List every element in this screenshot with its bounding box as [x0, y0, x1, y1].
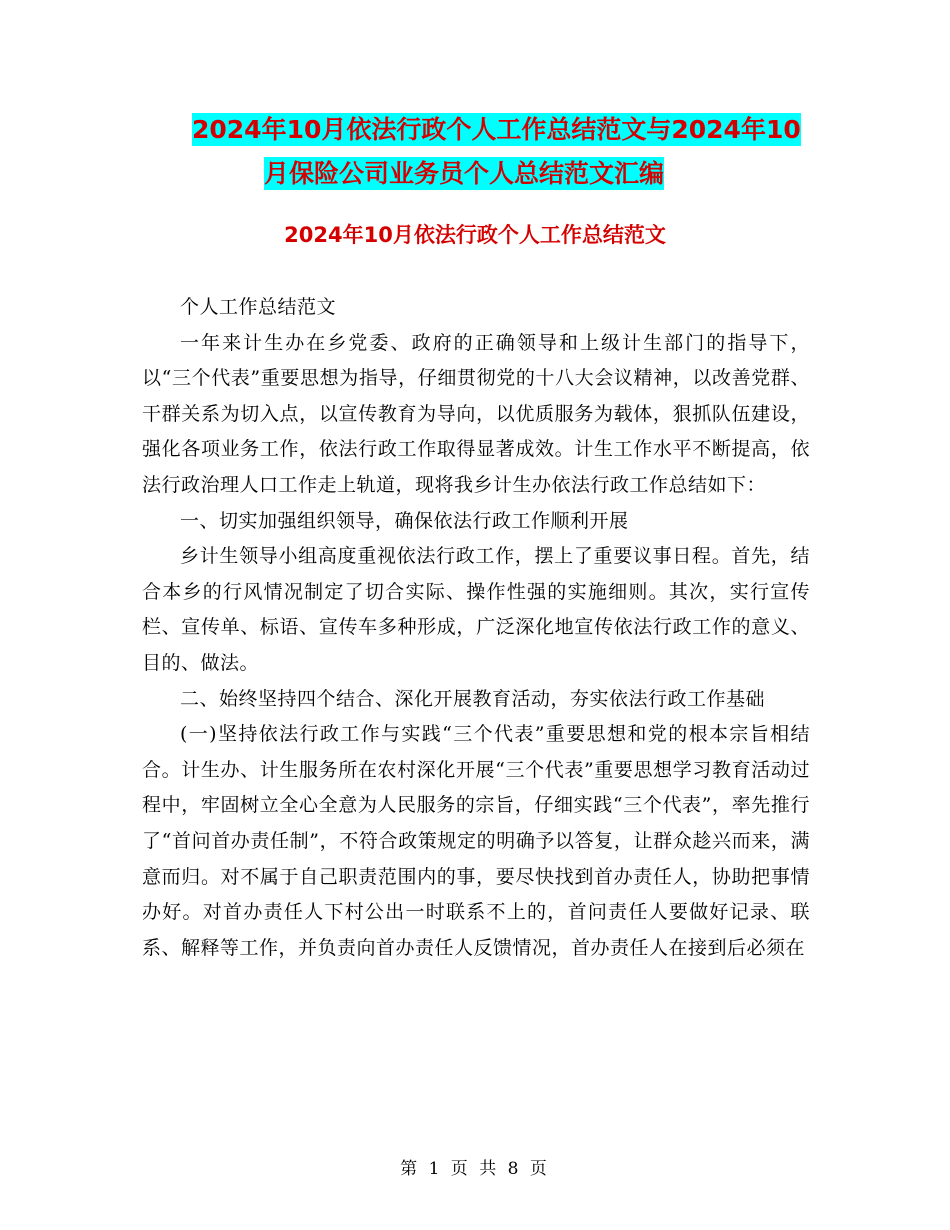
body-text	[142, 290, 810, 966]
paragraph: 一年来计生办在乡党委、政府的正确领导和上级计生部门的指导下，以“三个代表”重要思想为指导，仔细贯彻党的十八大会议精神，以改善党群、干群关系为切入点，以宣传教育为导向，以优质服务为载体，狠抓队伍建设，强化各项业务工作，依法行政工作取得显著成效。计生工作水平不断提高，依法行政治理人口工作走上轨道，现将我乡计生办依法行政工作总结如下：	[142, 331, 810, 496]
page-footer: 第 1 页 共 8 页	[400, 1159, 550, 1179]
paragraph: 二、始终坚持四个结合、深化开展教育活动，夯实依法行政工作基础	[180, 687, 766, 710]
paragraph: (一)坚持依法行政工作与实践“三个代表”重要思想和党的根本宗旨相结合。计生办、计生服务所在农村深化开展“三个代表”重要思想学习教育活动过程中，牢固树立全心全意为人民服务的宗旨，仔细实践“三个代表”，率先推行了“首问首办责任制”，不符合政策规定的明确予以答复，让群众趁兴而来，满意而归。对不属于自己职责范围内的事，要尽快找到首办责任人，协助把事情办好。对首办责任人下村公出一时联系不上的，首问责任人要做好记录、联系、解释等工作，并负责向首办责任人反馈情况，首办责任人在接到后必须在	[142, 723, 810, 959]
title-line-1: 2024年10月依法行政个人工作总结范文与2024年10	[192, 115, 801, 144]
paragraph: 乡计生领导小组高度重视依法行政工作，摆上了重要议事日程。首先，结合本乡的行风情况制定了切合实际、操作性强的实施细则。其次，实行宣传栏、宣传单、标语、宣传车多种形成，广泛深化地宣传依法行政工作的意义、目的、做法。	[142, 545, 810, 674]
section-title: 2024年10月依法行政个人工作总结范文	[284, 223, 666, 247]
document-title	[140, 108, 830, 196]
title-line-2: 月保险公司业务员个人总结范文汇编	[264, 159, 665, 188]
paragraph: 一、切实加强组织领导，确保依法行政工作顺利开展	[180, 509, 629, 532]
paragraph: 个人工作总结范文	[180, 296, 337, 318]
